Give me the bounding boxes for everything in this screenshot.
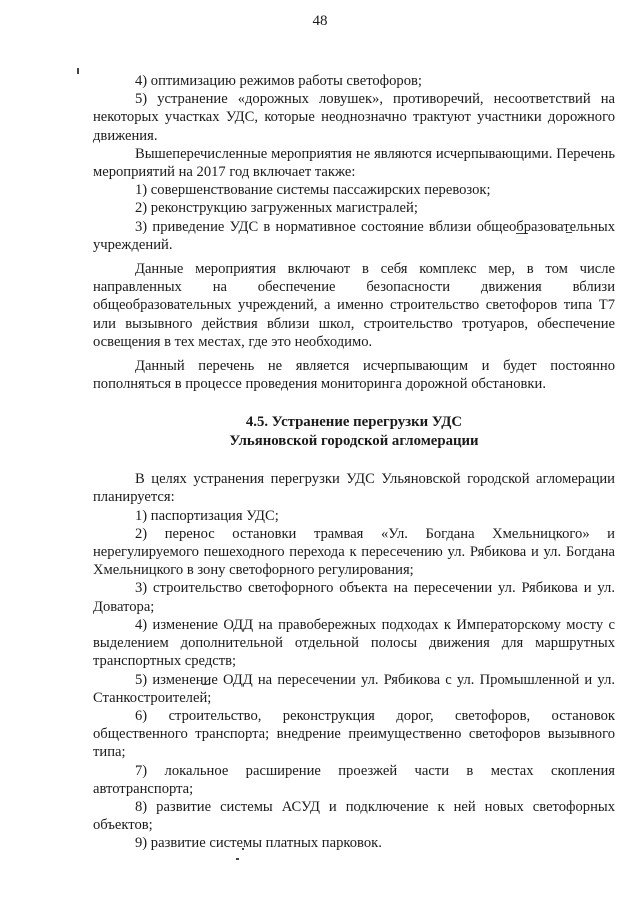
- list-item: 3) приведение УДС в нормативное состояние вблизи общеобразовательных учреждений.: [93, 218, 615, 253]
- document-body: [93, 72, 615, 853]
- scan-speck: [236, 858, 239, 860]
- paragraph: Вышеперечисленные мероприятия не являются исчерпывающими. Перечень мероприятий на 2017 год включает также:: [93, 145, 615, 181]
- section-heading: 4.5. Устранение перегрузки УДС: [245, 414, 463, 431]
- list-item: 2) перенос остановки трамвая «Ул. Богдана Хмельницкого» и нерегулируемого пешеходного перехода к пересечению ул. Рябикова и ул. Богдана Хмельницкого в зону светофорного регулирования;: [93, 525, 615, 579]
- list-item: 2) реконструкцию загруженных магистралей;: [135, 200, 418, 217]
- list-item: 9) развитие системы платных парковок.: [135, 835, 382, 852]
- list-item: 1) паспортизация УДС;: [135, 507, 279, 524]
- page-number: 48: [312, 13, 328, 29]
- scan-speck: [77, 68, 79, 74]
- list-item: 7) локальное расширение проезжей части в местах скопления автотранспорта;: [93, 762, 615, 797]
- paragraph: В целях устранения перегрузки УДС Ульяновской городской агломерации планируется:: [93, 471, 615, 506]
- section-heading-subtitle: Ульяновской городской агломерации: [229, 432, 479, 449]
- paragraph: Данный перечень не является исчерпывающим и будет постоянно пополняться в процессе проведения мониторинга дорожной обстановки.: [93, 358, 615, 393]
- paragraph: Данные мероприятия включают в себя комплекс мер, в том числе направленных на обеспечение безопасности движения вблизи общеобразовательных учреждений, а именно строительство светофоров типа Т7 или вызывного действия вблизи школ, строительство тротуаров, обеспечение освещения в тех местах, где это необходимо.: [93, 261, 615, 350]
- list-item: 5) устранение «дорожных ловушек», противоречий, несоответствий на некоторых участках УДС, которые неоднозначно трактуют участники дорожного движения.: [93, 91, 615, 144]
- list-item: 5) изменение ОДД на пересечении ул. Рябикова с ул. Промышленной и ул. Станкостроителей;: [93, 671, 615, 706]
- list-item: 8) развитие системы АСУД и подключение к ней новых светофорных объектов;: [93, 798, 615, 834]
- list-item: 3) строительство светофорного объекта на пересечении ул. Рябикова и ул. Доватора;: [93, 580, 615, 615]
- list-item: 4) изменение ОДД на правобережных подходах к Императорскому мосту с выделением дополнительной отдельной полосы движения для маршрутных транспортных средств;: [93, 616, 615, 670]
- list-item: 4) оптимизацию режимов работы светофоров;: [135, 73, 422, 89]
- list-item: 1) совершенствование системы пассажирских перевозок;: [135, 182, 491, 199]
- list-item: 6) строительство, реконструкция дорог, светофоров, остановок общественного транспорта; внедрение преимущественно светофоров вызывного типа;: [93, 707, 615, 761]
